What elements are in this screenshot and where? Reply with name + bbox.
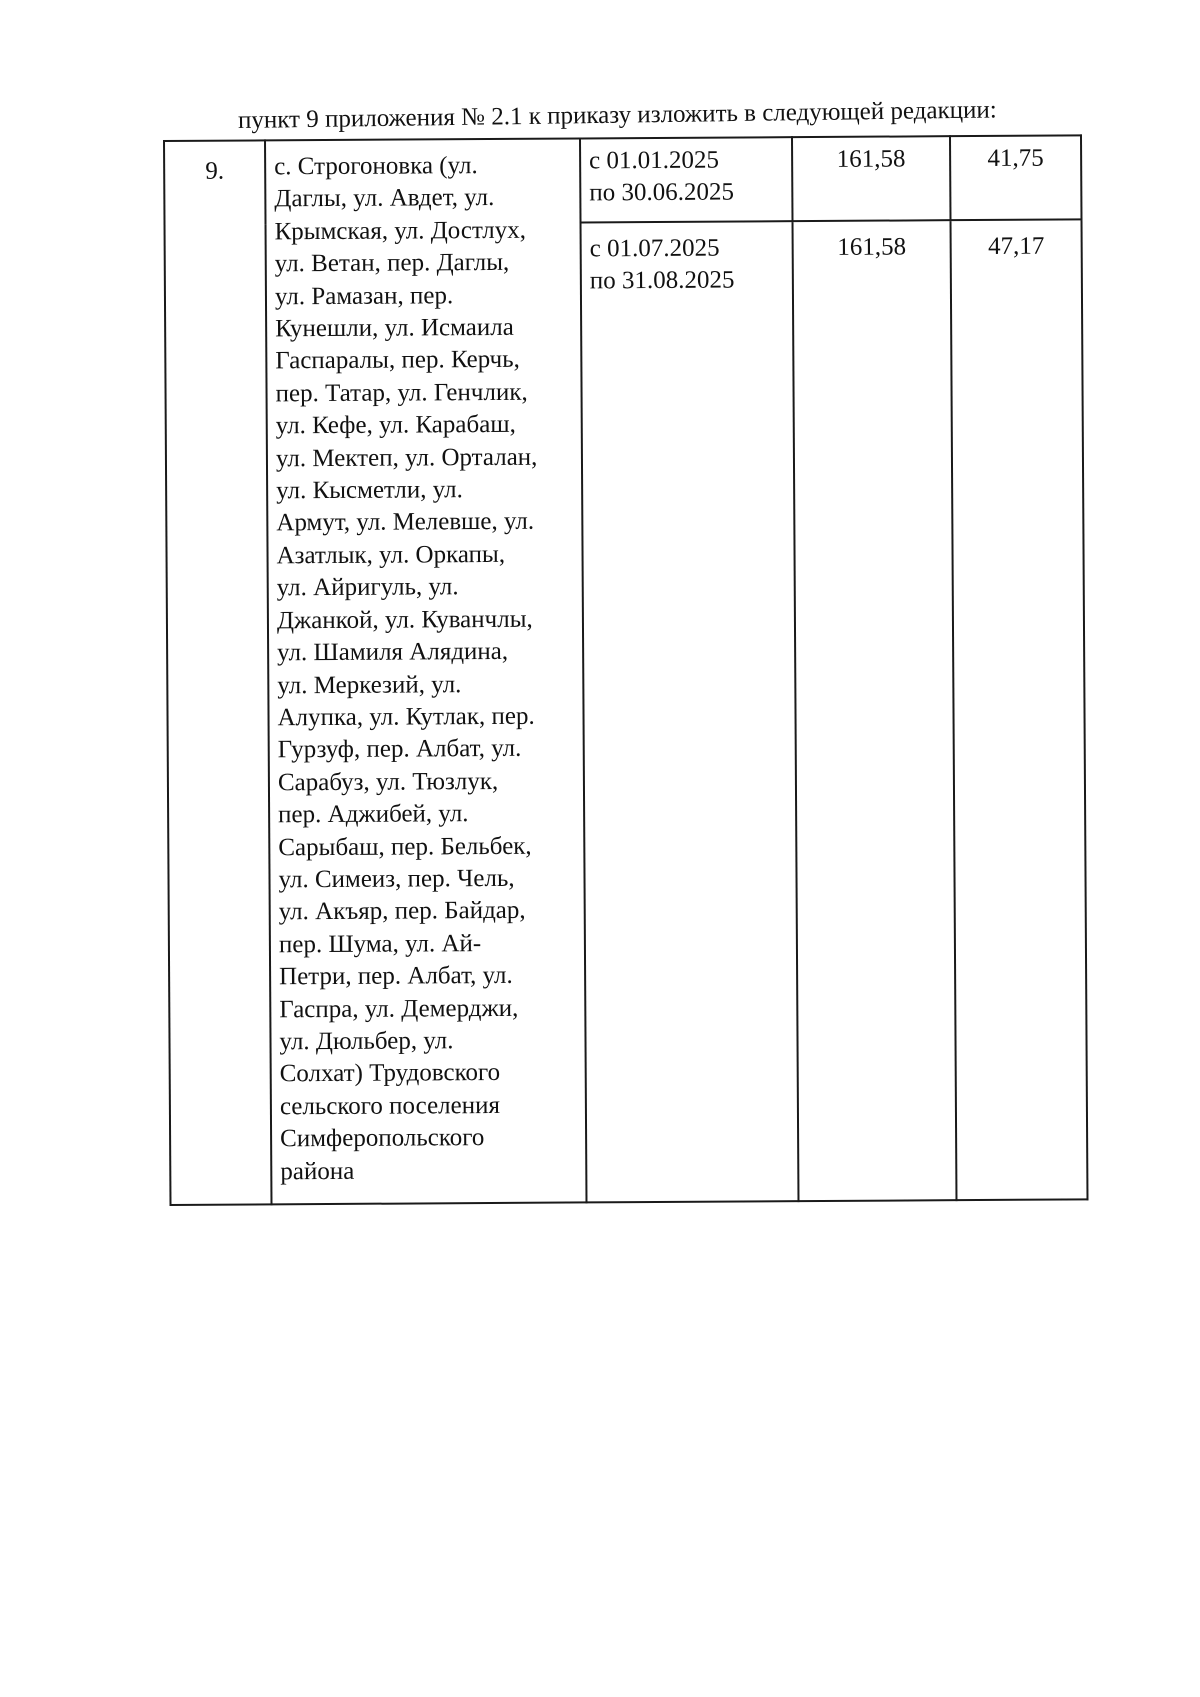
item-number: 9. [164, 140, 271, 1205]
tariff-table-container [163, 134, 1086, 1206]
address-line: ул. Дюльбер, ул. [279, 1027, 454, 1056]
address-line: пер. Татар, ул. Генчлик, [275, 378, 528, 408]
value2-cell-1: 41,75 [950, 135, 1082, 220]
address-line: ул. Рамазан, пер. [274, 281, 454, 310]
value1-cell-2: 161,58 [793, 220, 957, 1201]
address-line: ул. Кефе, ул. Карабаш, [275, 411, 516, 440]
address-line: Гурзуф, пер. Албат, ул. [277, 735, 522, 764]
address-line: Гаспра, ул. Демерджи, [279, 994, 519, 1023]
period-to: по 31.08.2025 [589, 266, 735, 295]
address-line: Петри, пер. Албат, ул. [279, 962, 513, 991]
address-line: Гаспаралы, пер. Керчь, [275, 346, 520, 375]
value1-cell-1: 161,58 [792, 136, 951, 221]
address-line: ул. Мектеп, ул. Орталан, [275, 443, 538, 472]
period-cell-1 [580, 137, 793, 222]
address-line: Крымская, ул. Достлух, [274, 216, 527, 246]
intro-text: пункт 9 приложения № 2.1 к приказу изложить в следующей редакции: [237, 96, 997, 134]
address-line: Сарыбаш, пер. Бельбек, [278, 832, 532, 861]
address-line: пер. Аджибей, ул. [278, 800, 469, 829]
period-to: по 30.06.2025 [589, 178, 735, 207]
address-line: ул. Кысметли, ул. [276, 476, 463, 505]
value2-cell-2: 47,17 [951, 219, 1088, 1200]
address-line: Алупка, ул. Кутлак, пер. [277, 702, 535, 732]
address-line: ул. Меркезий, ул. [277, 670, 462, 699]
address-line: ул. Айригуль, ул. [276, 573, 459, 602]
address-line: Сарабуз, ул. Тюзлук, [277, 767, 499, 797]
address-line: ул. Ветан, пер. Даглы, [274, 249, 510, 278]
address-line: сельского поселения [279, 1091, 501, 1121]
address-line: с. Строгоновка (ул. [274, 152, 478, 181]
address-line: пер. Шума, ул. Ай- [278, 929, 482, 959]
address-line: Солхат) Трудовского [279, 1059, 501, 1088]
table-row [164, 135, 1081, 225]
address-line: Даглы, ул. Авдет, ул. [274, 184, 495, 213]
address-line: Симферопольского [280, 1124, 485, 1153]
address-line: ул. Шамиля Алядина, [277, 637, 509, 667]
address-line: ул. Симеиз, пер. Чель, [278, 864, 515, 894]
period-from: с 01.01.2025 [589, 146, 720, 175]
address-line: ул. Акъяр, пер. Байдар, [278, 897, 526, 926]
address-line: Кунешли, ул. Исмаила [275, 313, 514, 343]
address-line: Джанкой, ул. Куванчлы, [276, 605, 533, 635]
address-line: Азатлык, ул. Оркапы, [276, 540, 506, 570]
address-line: Армут, ул. Мелевше, ул. [276, 508, 535, 537]
tariff-table [163, 134, 1088, 1206]
address-line: района [280, 1157, 355, 1185]
period-cell-2 [581, 221, 799, 1202]
address-cell [265, 138, 586, 1204]
period-from: с 01.07.2025 [589, 234, 720, 263]
